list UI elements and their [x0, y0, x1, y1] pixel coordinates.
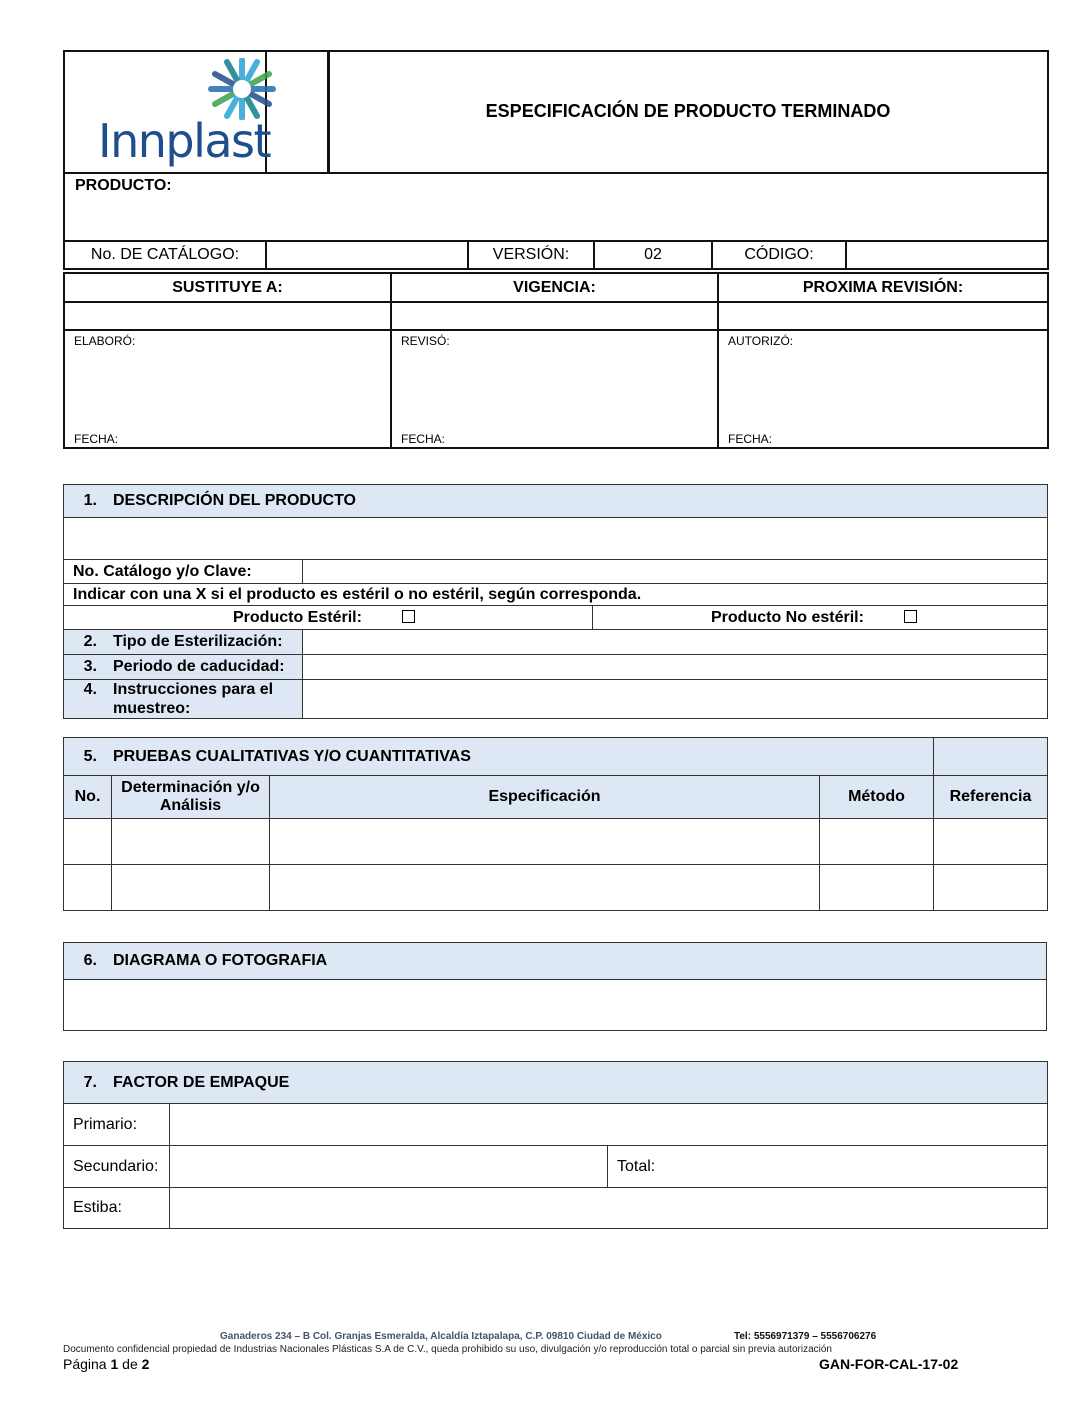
vigencia-field[interactable] [391, 302, 718, 330]
section-7-title: FACTOR DE EMPAQUE [113, 1073, 290, 1091]
document-title: ESPECIFICACIÓN DE PRODUCTO TERMINADO [485, 101, 891, 121]
logo-star-icon [207, 58, 277, 120]
autorizo-cell[interactable] [718, 330, 1048, 448]
table-row [64, 865, 1048, 911]
section-1-number: 1. [83, 492, 97, 509]
cell-referencia[interactable] [934, 819, 1048, 865]
instrucciones-muestreo-label: 4. Instrucciones para el muestreo: [64, 680, 303, 719]
catalogo-label: No. DE CATÁLOGO: [64, 241, 266, 269]
proxima-revision-label: PROXIMA REVISIÓN: [718, 273, 1048, 302]
catalogo-field[interactable] [266, 241, 468, 269]
col-referencia: Referencia [934, 776, 1048, 819]
vigencia-label: VIGENCIA: [391, 273, 718, 302]
version-label: VERSIÓN: [468, 241, 594, 269]
innplast-logo [92, 58, 302, 170]
section-1-header [64, 485, 1048, 518]
cell-especificacion[interactable] [270, 819, 820, 865]
section-5-title: PRUEBAS CUALITATIVAS Y/O CUANTITATIVAS [113, 747, 471, 765]
sustituye-field[interactable] [64, 302, 391, 330]
periodo-caducidad-label: 3. Periodo de caducidad: [64, 655, 303, 680]
sterility-instruction: Indicar con una X si el producto es estéril o no estéril, según corresponda. [64, 584, 1048, 606]
footer-confidential: Documento confidencial propiedad de Industrias Nacionales Plásticas S.A de C.V., queda prohibido su uso, divulgación y/o reproducción total o parcial sin previa autorización [63, 1344, 832, 1355]
section-6-title: DIAGRAMA O FOTOGRAFIA [113, 952, 328, 969]
periodo-caducidad-field[interactable] [303, 655, 1048, 680]
secundario-label: Secundario: [64, 1146, 170, 1188]
total-cell[interactable] [608, 1146, 1048, 1188]
description-field[interactable] [64, 518, 1048, 560]
footer-phone: Tel: 5556971379 – 5556706276 [734, 1331, 877, 1342]
autorizo-fecha-label: FECHA: [728, 432, 773, 446]
section-5-header-extra [934, 738, 1048, 776]
section-7-table [63, 1061, 1048, 1229]
cell-metodo[interactable] [820, 819, 934, 865]
cell-no[interactable] [64, 819, 112, 865]
esteril-checkbox[interactable] [402, 610, 415, 623]
col-metodo: Método [820, 776, 934, 819]
reviso-label: REVISÓ: [401, 334, 450, 348]
codigo-field[interactable] [846, 241, 1048, 269]
page-total: 2 [141, 1356, 150, 1372]
col-determinacion: Determinación y/o Análisis [112, 776, 270, 819]
section-5-header: 5. PRUEBAS CUALITATIVAS Y/O CUANTITATIVAS [64, 738, 934, 776]
cell-metodo[interactable] [820, 865, 934, 911]
cell-no[interactable] [64, 865, 112, 911]
autorizo-label: AUTORIZÓ: [728, 334, 794, 348]
section-6-header: 6. DIAGRAMA O FOTOGRAFIA [64, 943, 1047, 980]
col-no: No. [64, 776, 112, 819]
catalogo-clave-field[interactable] [303, 560, 1048, 584]
secundario-field[interactable] [170, 1146, 608, 1188]
producto-label: PRODUCTO: [75, 177, 172, 194]
version-value[interactable]: 02 [594, 241, 712, 269]
logo-text: Innplast [98, 114, 271, 168]
tipo-esterilizacion-label: 2. Tipo de Esterilización: [64, 630, 303, 655]
footer-address: Ganaderos 234 – B Col. Granjas Esmeralda, Alcaldía Iztapalapa, C.P. 09810 Ciudad de México [220, 1331, 662, 1342]
catalogo-clave-label: No. Catálogo y/o Clave: [64, 560, 303, 584]
page-current: 1 [110, 1356, 119, 1372]
no-esteril-checkbox[interactable] [904, 610, 917, 623]
instrucciones-muestreo-field[interactable] [303, 680, 1048, 719]
reviso-fecha-label: FECHA: [401, 432, 446, 446]
cell-determinacion[interactable] [112, 865, 270, 911]
section-5-table [63, 737, 1048, 911]
no-esteril-label: Producto No estéril: [711, 608, 864, 626]
cell-especificacion[interactable] [270, 865, 820, 911]
section-1-table [63, 484, 1048, 719]
cell-determinacion[interactable] [112, 819, 270, 865]
document-code: GAN-FOR-CAL-17-02 [819, 1356, 959, 1372]
esteril-label: Producto Estéril: [233, 608, 362, 626]
diagram-area[interactable] [64, 980, 1047, 1031]
codigo-label: CÓDIGO: [712, 241, 846, 269]
tipo-esterilizacion-field[interactable] [303, 630, 1048, 655]
table-row [64, 819, 1048, 865]
cell-referencia[interactable] [934, 865, 1048, 911]
estiba-label: Estiba: [64, 1188, 170, 1229]
proxima-revision-field[interactable] [718, 302, 1048, 330]
primario-field[interactable] [170, 1104, 1048, 1146]
sustituye-label: SUSTITUYE A: [64, 273, 391, 302]
elaboro-fecha-label: FECHA: [74, 432, 119, 446]
elaboro-label: ELABORÓ: [74, 334, 136, 348]
page-number: Página 1 de 2 [63, 1356, 150, 1372]
reviso-cell[interactable] [391, 330, 718, 448]
total-label: Total: [617, 1157, 656, 1175]
elaboro-cell[interactable] [64, 330, 391, 448]
section-1-title: DESCRIPCIÓN DEL PRODUCTO [113, 492, 356, 509]
estiba-field[interactable] [170, 1188, 1048, 1229]
approval-table [63, 272, 1049, 449]
section-7-header: 7. FACTOR DE EMPAQUE [64, 1062, 1048, 1104]
col-especificacion: Especificación [270, 776, 820, 819]
primario-label: Primario: [64, 1104, 170, 1146]
section-6-table [63, 942, 1047, 1031]
